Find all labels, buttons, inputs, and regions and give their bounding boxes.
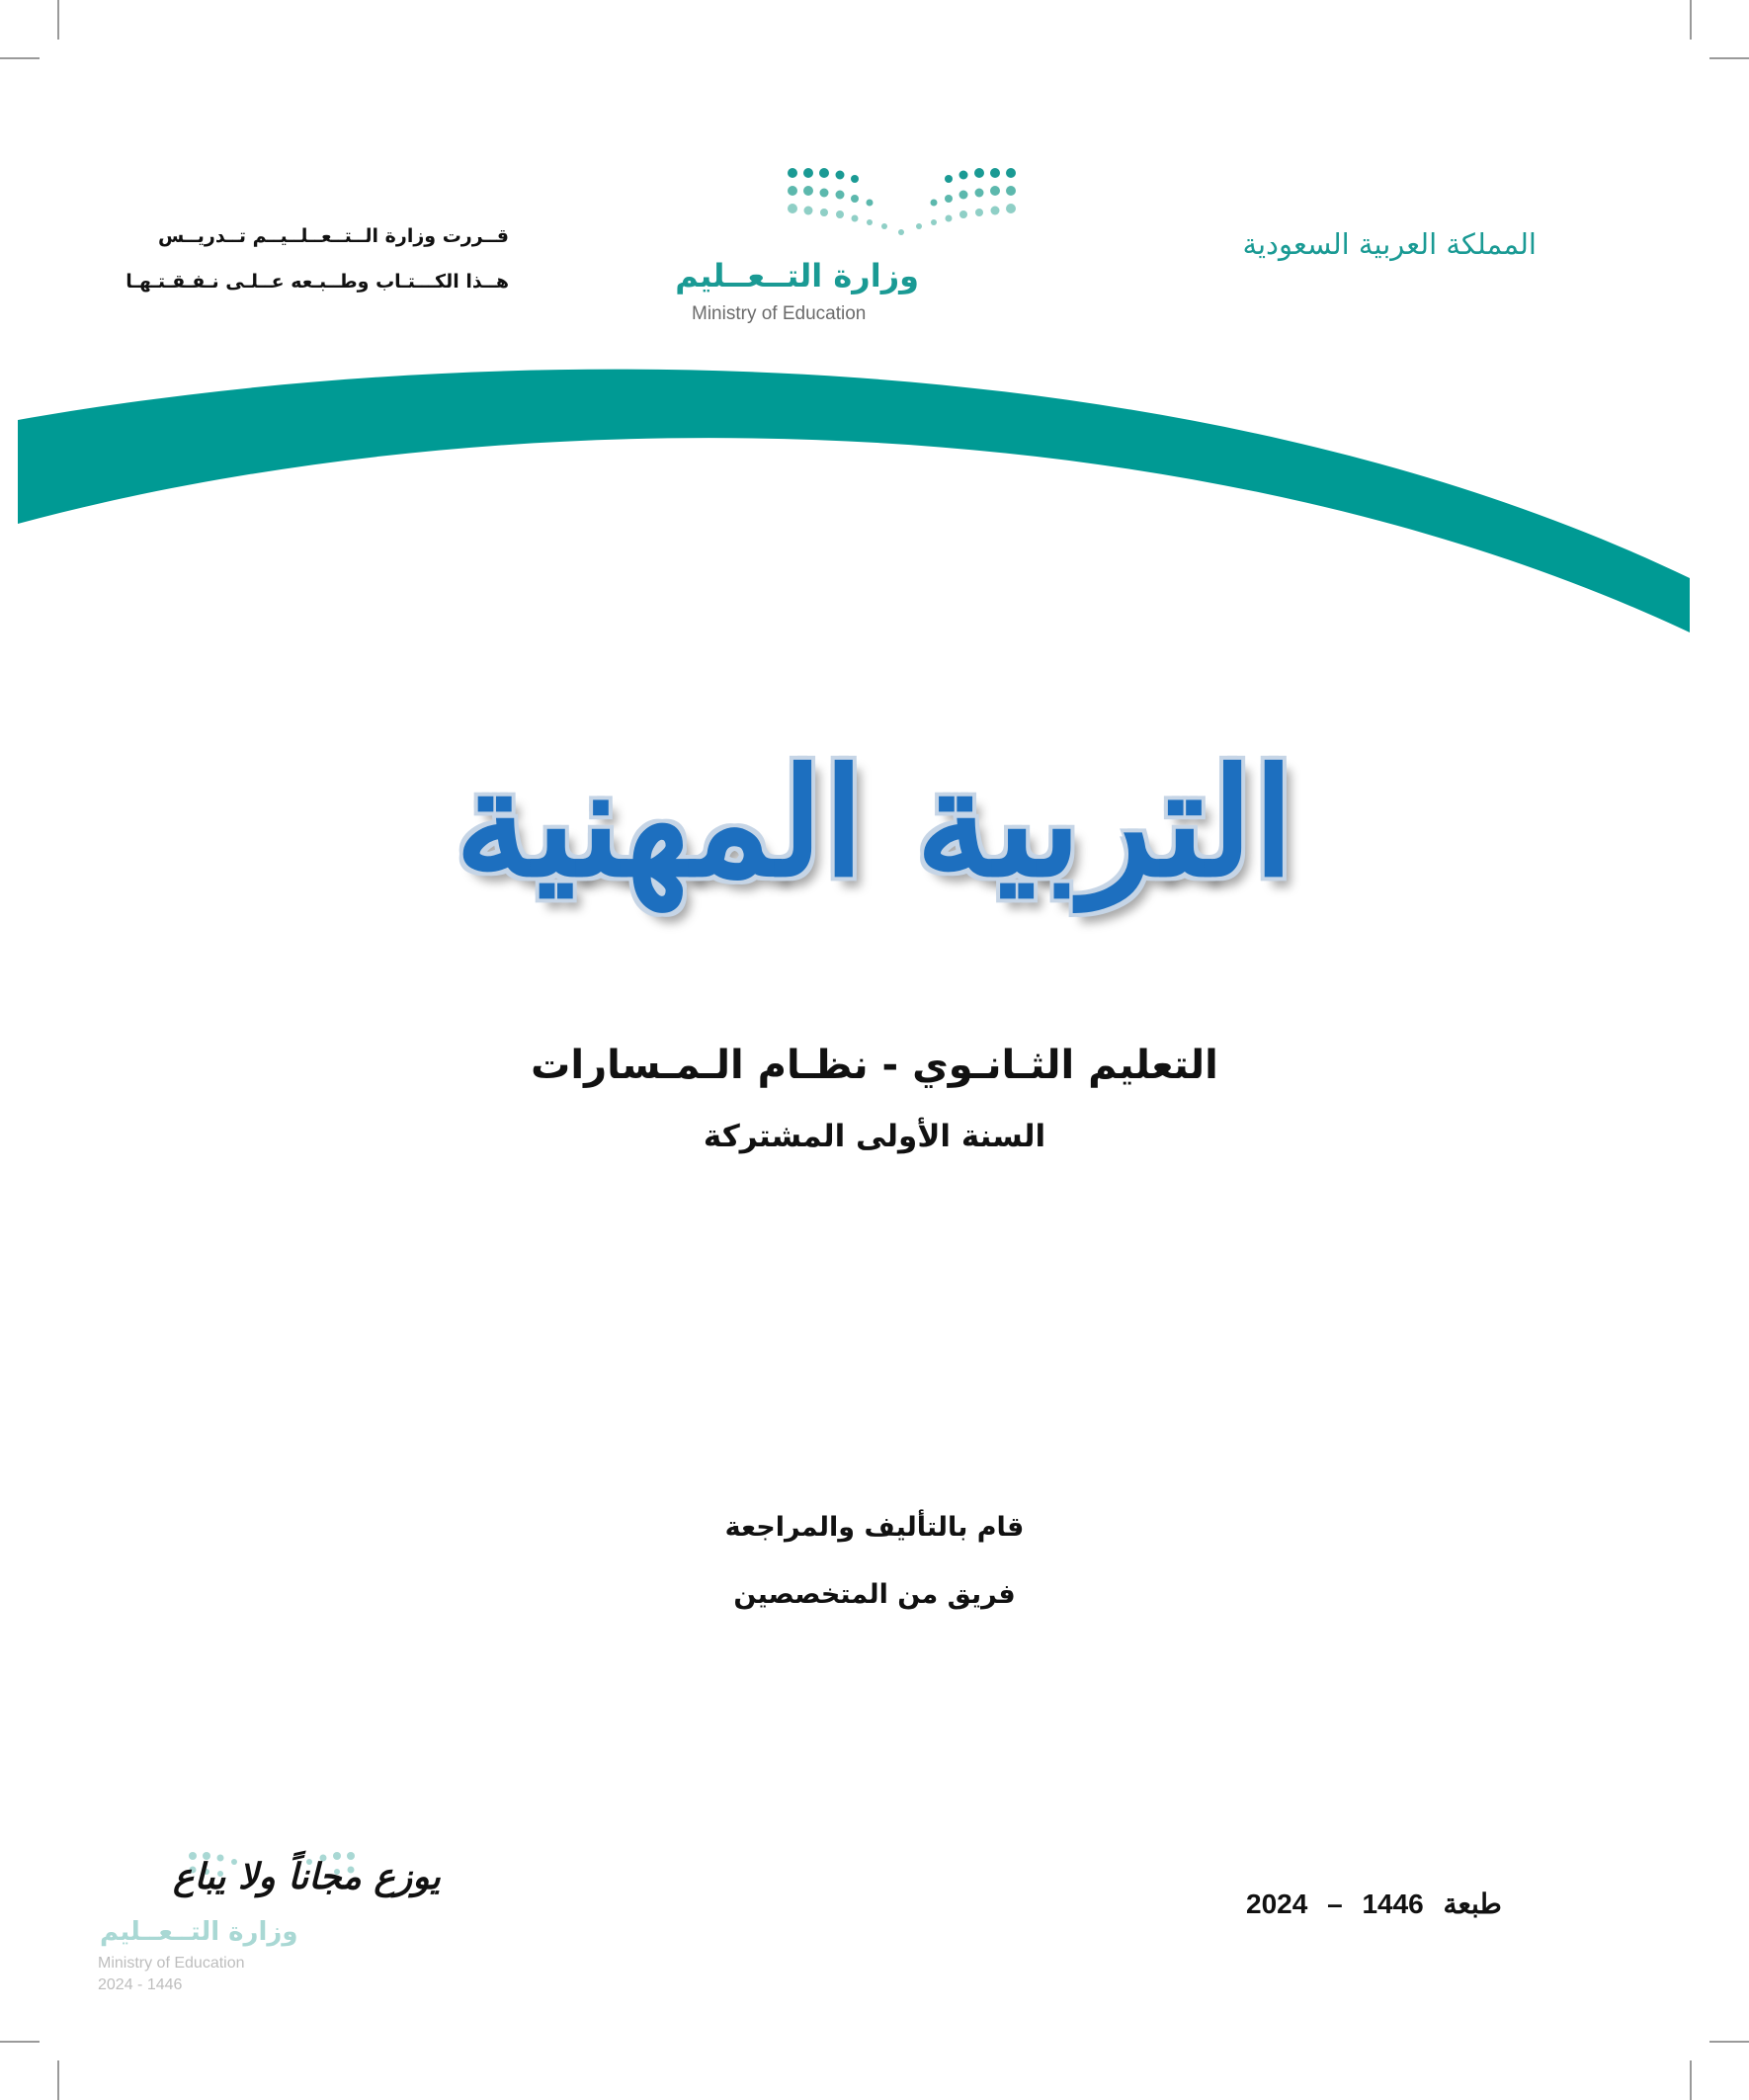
edition-info bbox=[1240, 1888, 1508, 1920]
moe-arabic-name: وزارة التــعــليم bbox=[675, 257, 919, 294]
edition-label: طبعة bbox=[1443, 1889, 1502, 1919]
book-subtitle: التعليم الثـانـوي - نظـام الـمـسارات bbox=[531, 1043, 1218, 1088]
moe-dots-icon bbox=[781, 163, 1018, 242]
free-distribution-stamp bbox=[94, 1856, 441, 2004]
crop-mark bbox=[1690, 2060, 1692, 2100]
ministry-of-education-logo bbox=[675, 163, 1023, 336]
crop-mark bbox=[0, 57, 40, 59]
moe-english-name: Ministry of Education bbox=[692, 303, 867, 324]
stamp-moe-arabic: وزارة التــعــليم bbox=[100, 1917, 298, 1947]
crop-mark bbox=[0, 2041, 40, 2043]
crop-mark bbox=[57, 0, 59, 40]
year-label: السنة الأولى المشتركة bbox=[703, 1119, 1046, 1154]
decree-line: قــررت وزارة الــتــعــلــيــم تــدريــس bbox=[157, 225, 509, 247]
authorship-credit: قام بالتأليف والمراجعة bbox=[724, 1512, 1025, 1543]
book-title: التربية المهنية bbox=[455, 736, 1294, 910]
crop-mark bbox=[1709, 57, 1749, 59]
edition-hijri-year: 1446 bbox=[1362, 1889, 1424, 1919]
crop-mark bbox=[1690, 0, 1692, 40]
kingdom-name: المملكة العربية السعودية bbox=[1242, 227, 1537, 261]
edition-dash: – bbox=[1327, 1889, 1343, 1919]
edition-gregorian-year: 2024 bbox=[1246, 1889, 1308, 1919]
free-distribution-text: يوزع مجاناً ولا يباع bbox=[173, 1856, 441, 1897]
stamp-years: 2024 - 1446 bbox=[98, 1976, 183, 1993]
authorship-team: فريق من المتخصصين bbox=[733, 1579, 1016, 1610]
stamp-moe-english: Ministry of Education bbox=[98, 1955, 245, 1972]
decree-line: هــذا الكـــتـاب وطــبـعه عــلـى نـفـقـتـهـا bbox=[125, 271, 509, 293]
crop-mark bbox=[1709, 2041, 1749, 2043]
ministry-decree bbox=[125, 213, 509, 304]
crop-mark bbox=[57, 2060, 59, 2100]
teal-arc-band bbox=[0, 336, 1749, 652]
